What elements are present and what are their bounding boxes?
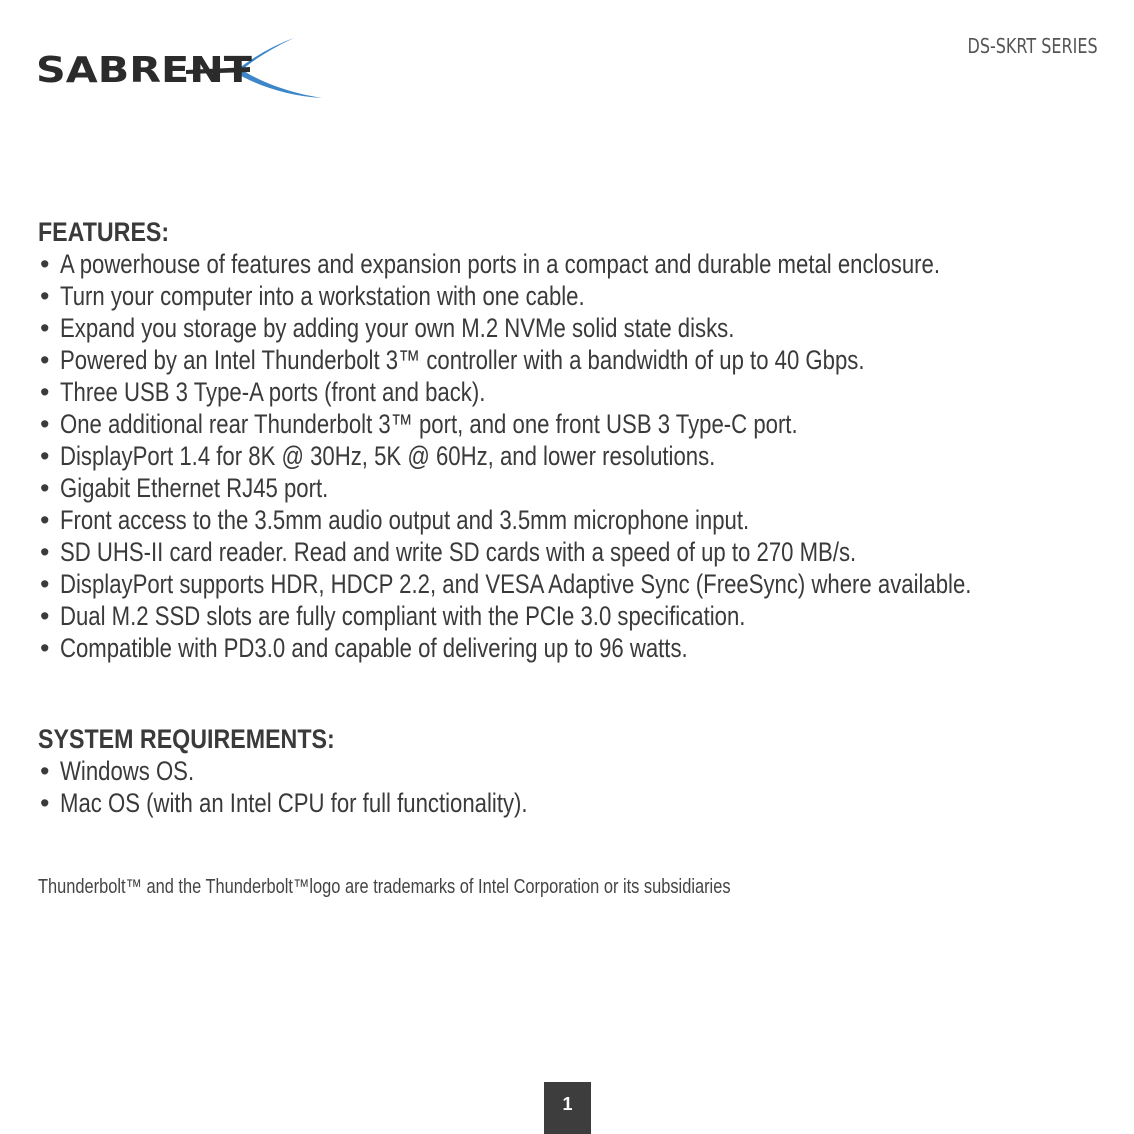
feature-item: • DisplayPort supports HDR, HDCP 2.2, and VESA Adaptive Sync (FreeSync) where available.	[40, 569, 972, 599]
feature-item: • Compatible with PD3.0 and capable of delivering up to 96 watts.	[40, 633, 688, 663]
feature-item: • Gigabit Ethernet RJ45 port.	[40, 473, 329, 503]
bullet-icon: •	[40, 537, 50, 567]
bullet-icon: •	[40, 249, 50, 279]
bullet-icon: •	[40, 601, 50, 631]
bullet-icon: •	[40, 441, 50, 471]
requirements-list	[38, 755, 630, 819]
feature-item: • A powerhouse of features and expansion ports in a compact and durable metal enclosure.	[40, 249, 941, 279]
requirement-item: • Mac OS (with an Intel CPU for full functionality).	[40, 788, 528, 818]
bullet-icon: •	[40, 569, 50, 599]
features-section	[38, 216, 1134, 664]
logo-text	[36, 102, 37, 103]
feature-item: • DisplayPort 1.4 for 8K @ 30Hz, 5K @ 60Hz, and lower resolutions.	[40, 441, 716, 471]
requirements-section	[38, 723, 630, 819]
bullet-icon: •	[40, 313, 50, 343]
series-label: DS-SKRT SERIES	[967, 34, 1098, 58]
features-title: FEATURES:	[38, 217, 170, 247]
page-number: 1	[544, 1082, 591, 1134]
bullet-icon: •	[40, 377, 50, 407]
bullet-icon: •	[40, 788, 50, 818]
requirements-title: SYSTEM REQUIREMENTS:	[38, 724, 335, 754]
features-list	[38, 248, 1134, 664]
feature-item: • Powered by an Intel Thunderbolt 3™ controller with a bandwidth of up to 40 Gbps.	[40, 345, 865, 375]
sabrent-logo	[36, 36, 326, 102]
feature-item: • Expand you storage by adding your own M.2 NVMe solid state disks.	[40, 313, 735, 343]
bullet-icon: •	[40, 505, 50, 535]
bullet-icon: •	[40, 281, 50, 311]
feature-item: • SD UHS-II card reader. Read and write SD cards with a speed of up to 270 MB/s.	[40, 537, 857, 567]
feature-item: • Front access to the 3.5mm audio output and 3.5mm microphone input.	[40, 505, 750, 535]
trademark-notice: Thunderbolt™ and the Thunderbolt™logo are trademarks of Intel Corporation or its subsidiaries	[38, 876, 731, 898]
bullet-icon: •	[40, 756, 50, 786]
bullet-icon: •	[40, 345, 50, 375]
feature-item: • Turn your computer into a workstation with one cable.	[40, 281, 585, 311]
feature-item: • Dual M.2 SSD slots are fully compliant with the PCIe 3.0 specification.	[40, 601, 746, 631]
bullet-icon: •	[40, 409, 50, 439]
bullet-icon: •	[40, 473, 50, 503]
bullet-icon: •	[40, 633, 50, 663]
feature-item: • Three USB 3 Type-A ports (front and back).	[40, 377, 486, 407]
feature-item: • One additional rear Thunderbolt 3™ port, and one front USB 3 Type-C port.	[40, 409, 798, 439]
logo-wordmark: SABRENT	[36, 50, 253, 91]
requirement-item: • Windows OS.	[40, 756, 195, 786]
